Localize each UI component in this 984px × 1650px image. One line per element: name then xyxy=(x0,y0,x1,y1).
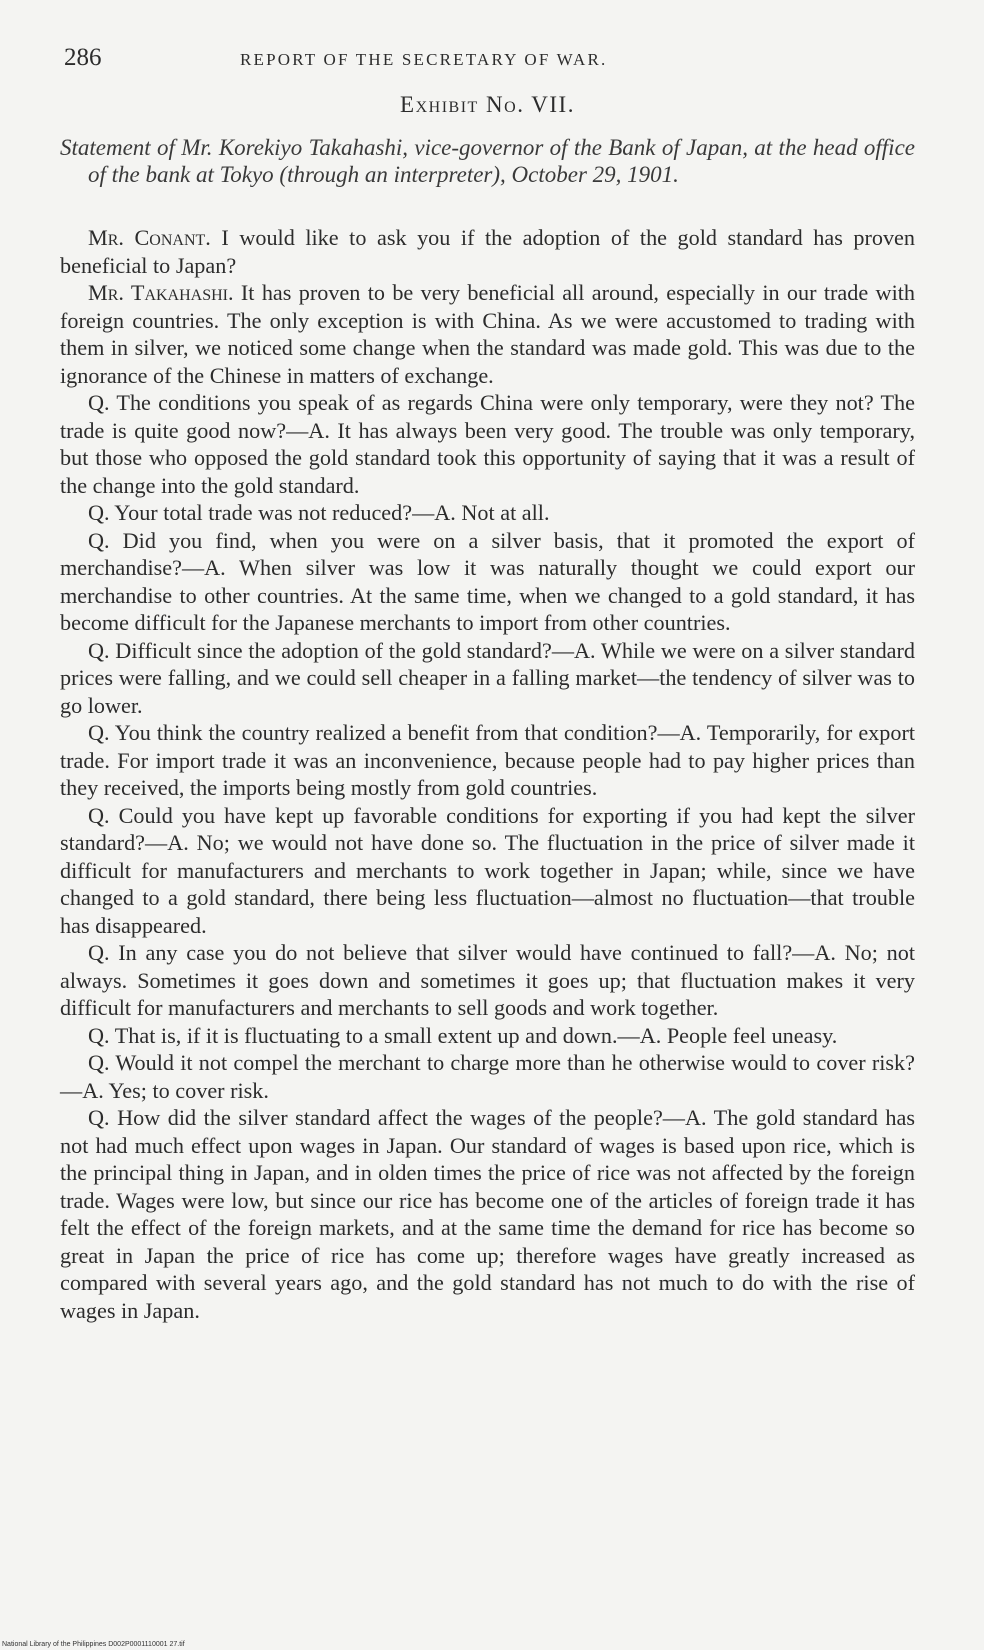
speaker-name: Mr. Takahashi. xyxy=(88,280,234,305)
paragraph-text: Q. The conditions you speak of as regards China were only temporary, were they not? The trade is quite good now?—A. It has always been very good. The trouble was only temporary, but those who opposed the gold standard took this opportunity of saying that it was a result of the change into the gold standard. xyxy=(60,390,915,498)
paragraph-text: Q. In any case you do not believe that silver would have continued to fall?—A. No; not always. Sometimes it goes down and sometimes it goes up; that fluctuation makes it very difficult for manufacturers and merchants to sell goods and work together. xyxy=(60,940,915,1020)
paragraph-text: Q. How did the silver standard affect the wages of the people?—A. The gold standard has not had much effect upon wages in Japan. Our standard of wages is based upon rice, which is the principal thing in Japan, and in olden times the price of rice was not affected by the foreign trade. Wages were low, but since our rice has become one of the articles of foreign trade it has felt the effect of the foreign markets, and at the same time the demand for rice has become so great in Japan the price of rice has come up; therefore wages have greatly increased as compared with several years ago, and the gold standard has not much to do with the rise of wages in Japan. xyxy=(60,1105,915,1323)
interview-body xyxy=(60,224,915,1324)
exhibit-title: Exhibit No. VII. xyxy=(400,92,575,117)
paragraph xyxy=(60,1022,915,1050)
speaker-name: Mr. Conant. xyxy=(88,225,211,250)
paragraph xyxy=(60,1104,915,1324)
statement-heading: Statement of Mr. Korekiyo Takahashi, vice-governor of the Bank of Japan, at the head office of the bank at Tokyo (through an interpreter), October 29, 1901. xyxy=(60,135,915,187)
paragraph-text: Q. Could you have kept up favorable conditions for exporting if you had kept the silver standard?—A. No; we would not have done so. The fluctuation in the price of silver made it difficult for manufacturers and merchants to work together in Japan; while, since we have changed to a gold standard, there being less fluctuation—almost no fluctuation—that trouble has disappeared. xyxy=(60,802,915,938)
paragraph-text: Q. Would it not compel the merchant to charge more than he otherwise would to cover risk?—A. Yes; to cover risk. xyxy=(60,1050,915,1103)
paragraph xyxy=(60,1049,915,1104)
document-page xyxy=(60,40,915,1324)
paragraph xyxy=(60,224,915,279)
paragraph xyxy=(60,499,915,527)
scan-credit: National Library of the Philippines D002P0001110001 27.tif xyxy=(2,1641,185,1648)
paragraph-text: Q. You think the country realized a benefit from that condition?—A. Temporarily, for export trade. For import trade it was an inconvenience, because people had to pay higher prices than they received, the imports being mostly from gold countries. xyxy=(60,720,915,800)
paragraph xyxy=(60,527,915,637)
paragraph xyxy=(60,637,915,720)
paragraph xyxy=(60,802,915,940)
paragraph-text: Q. Difficult since the adoption of the gold standard?—A. While we were on a silver standard prices were falling, and we could sell cheaper in a falling market—the tendency of silver was to go lower. xyxy=(60,637,915,718)
paragraph xyxy=(60,719,915,802)
paragraph-text: I would like to ask you if the adoption of the gold standard has proven beneficial to Japan? xyxy=(60,225,915,278)
page-number: 286 xyxy=(64,44,102,71)
paragraph xyxy=(60,939,915,1022)
paragraph xyxy=(60,279,915,389)
page-header xyxy=(60,40,915,76)
paragraph xyxy=(60,389,915,499)
running-head: REPORT OF THE SECRETARY OF WAR. xyxy=(240,50,608,69)
paragraph-text: Q. That is, if it is fluctuating to a small extent up and down.—A. People feel uneasy. xyxy=(88,1022,838,1048)
paragraph-text: It has proven to be very beneficial all around, especially in our trade with foreign countries. The only exception is with China. As we were accustomed to trading with them in silver, we noticed some change when the standard was made gold. This was due to the ignorance of the Chinese in matters of exchange. xyxy=(60,280,915,388)
paragraph-text: Q. Did you find, when you were on a silver basis, that it promoted the export of merchandise?—A. When silver was low it was naturally thought we could export our merchandise to other countries. At the same time, when we changed to a gold standard, it has become difficult for the Japanese merchants to import from other countries. xyxy=(60,527,915,635)
paragraph-text: Q. Your total trade was not reduced?—A. Not at all. xyxy=(88,500,550,525)
